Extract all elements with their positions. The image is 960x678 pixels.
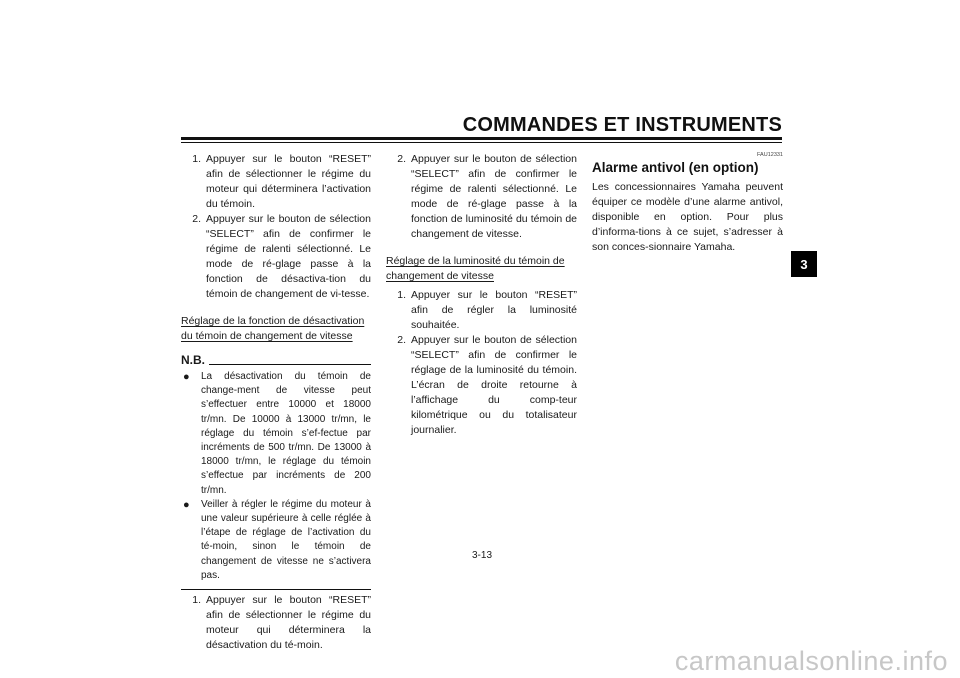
list-item <box>181 212 371 302</box>
step-number: 2. <box>397 153 406 165</box>
step-number: 1. <box>192 594 201 607</box>
page-number: 3-13 <box>471 550 492 561</box>
step-number: 2. <box>192 213 201 225</box>
column-middle <box>386 152 577 438</box>
list-item <box>181 370 371 498</box>
list-item <box>386 333 577 438</box>
step-number: 1. <box>192 153 201 165</box>
step-number: 2. <box>397 334 406 346</box>
subheading-brightness: Réglage de la luminosité du témoin de changement de vitesse <box>386 255 565 282</box>
step-text: Appuyer sur le bouton de sélection “SELECT” afin de confirmer le réglage de la luminosité du témoin. L’écran de droite retourne à l’affichage du comp-teur kilométrique ou du totalisateur journalier. <box>411 334 577 436</box>
step-text: Appuyer sur le bouton “RESET” afin de sélectionner le régime du moteur qui déterminera la désactivation du té-moin. <box>206 594 371 652</box>
header-rule-thin <box>181 142 782 143</box>
note-header <box>181 354 371 367</box>
list-item <box>386 152 577 242</box>
chapter-tab[interactable]: 3 <box>791 251 817 277</box>
subheading-deactivation: Réglage de la fonction de désactivation du témoin de changement de vitesse <box>181 315 365 342</box>
step-text: Appuyer sur le bouton de sélection “SELECT” afin de confirmer le régime de ralenti sélectionné. Le mode de ré-glage passe à la fonction de désactiva-tion du témoin de changement de vi-tesse. <box>206 213 371 300</box>
note-end-rule <box>181 589 371 590</box>
list-item <box>181 498 371 583</box>
list-item <box>386 288 577 333</box>
note-label: N.B. <box>181 353 205 367</box>
column-left <box>181 152 371 653</box>
bullet-text: La désactivation du témoin de change-ment de vitesse peut s’effectuer entre 10000 et 18000 tr/mn. De 10000 à 13000 tr/mn, le réglage du témoin s’ef-fectue par incréments de 500 tr/mn. De 13000 à 18000 tr/mn, le réglage du témoin s’effectue par incréments de 200 tr/mn. <box>201 371 371 496</box>
bullet-text: Veiller à régler le régime du moteur à une valeur supérieure à celle réglée à l’étape de réglage de l’activation du té-moin, sinon le témoin de changement de vitesse ne s’activera pas. <box>201 498 371 581</box>
step-list <box>181 593 371 653</box>
column-right <box>592 152 783 255</box>
step-text: Appuyer sur le bouton de sélection “SELECT” afin de confirmer le régime de ralenti sélectionné. Le mode de ré-glage passe à la fonction de luminosité du témoin de changement de vitesse. <box>411 153 577 240</box>
note-rule <box>209 364 371 365</box>
section-title: Alarme antivol (en option) <box>592 160 759 175</box>
page-title: COMMANDES ET INSTRUMENTS <box>462 114 782 136</box>
list-item <box>181 152 371 212</box>
note-bullets <box>181 370 371 583</box>
step-text: Appuyer sur le bouton “RESET” afin de régler la luminosité souhaitée. <box>411 289 577 331</box>
step-number: 1. <box>397 289 406 301</box>
watermark: carmanualsonline.info <box>674 646 948 676</box>
step-list <box>386 152 577 242</box>
step-text: Appuyer sur le bouton “RESET” afin de sélectionner le régime du moteur qui déterminera l’activation du témoin. <box>206 153 371 210</box>
bullet-icon: ● <box>183 498 190 511</box>
list-item <box>181 593 371 653</box>
reference-code: FAU12331 <box>757 152 783 158</box>
bullet-icon: ● <box>183 371 190 383</box>
header-rule <box>181 137 782 140</box>
step-list <box>386 288 577 438</box>
paragraph: Les concessionnaires Yamaha peuvent équiper ce modèle d’une alarme antivol, disponible en option. Pour plus d’informa-tions à ce sujet, s’adresser à son conces-sionnaire Yamaha. <box>592 181 783 253</box>
step-list <box>181 152 371 302</box>
